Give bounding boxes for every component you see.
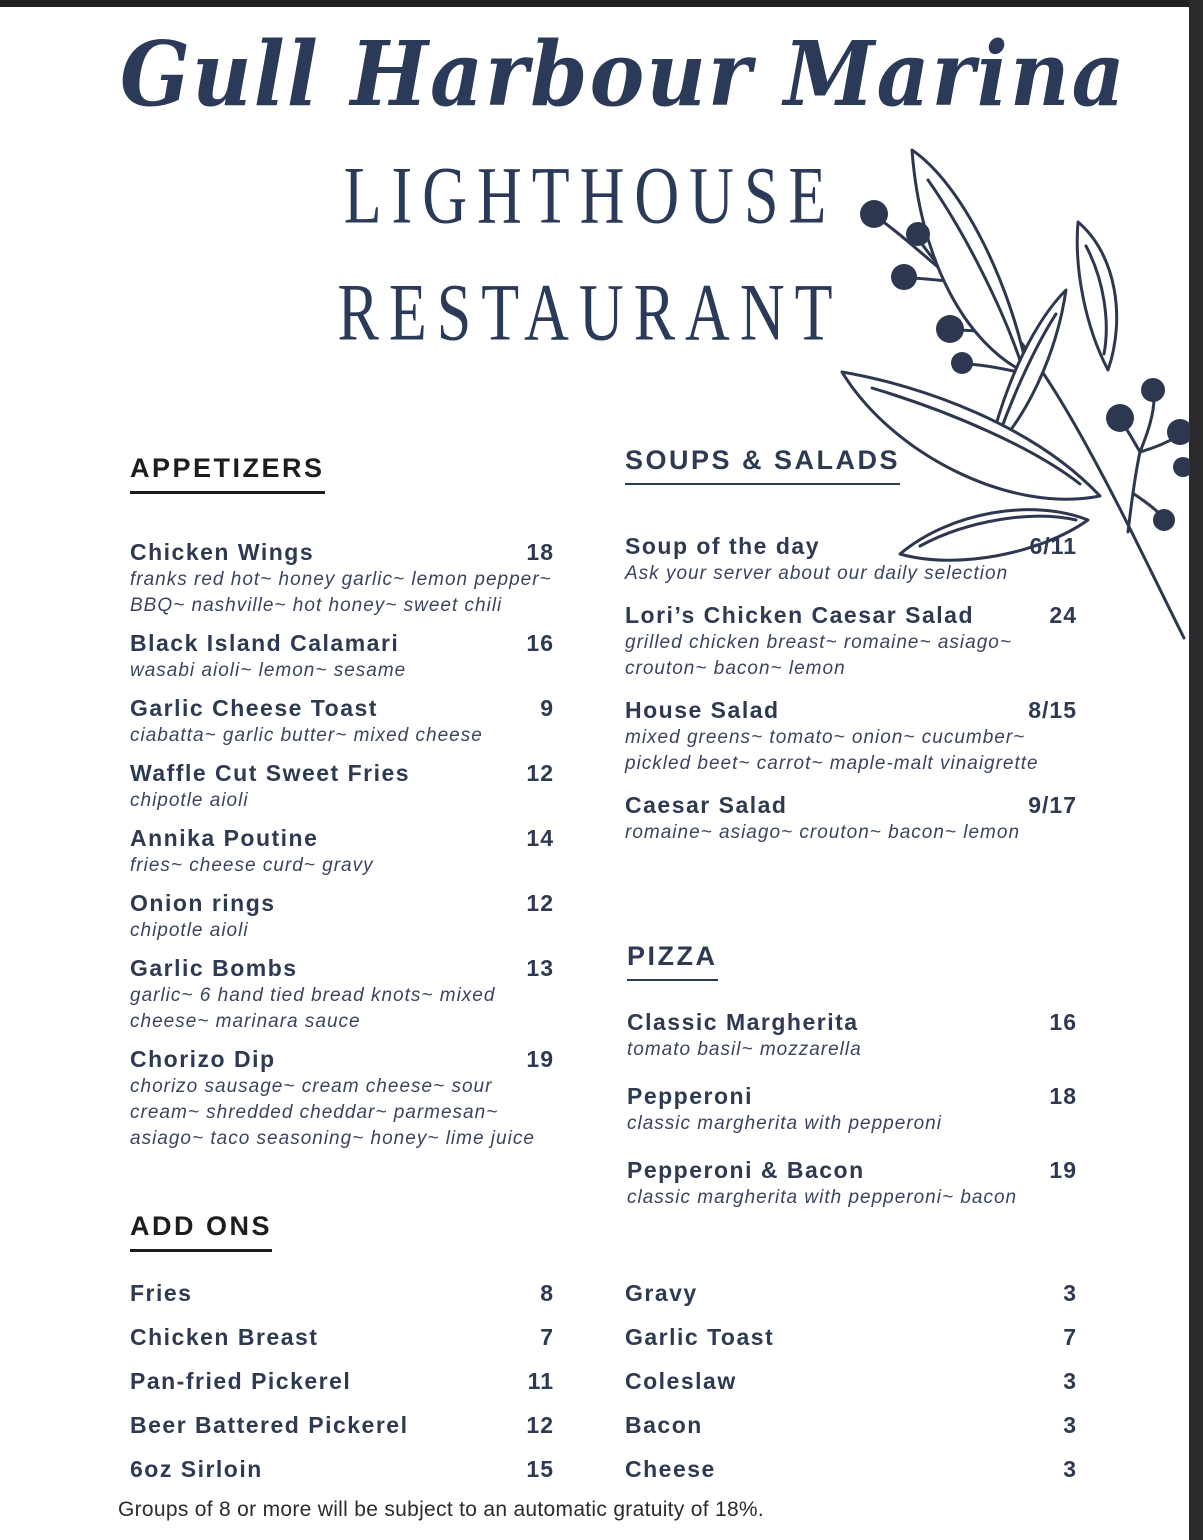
- item-price: 12: [526, 1411, 554, 1438]
- scan-edge-top: [0, 0, 1203, 7]
- item-name: Caesar Salad: [625, 791, 788, 818]
- section-title-pizza: PIZZA: [627, 940, 718, 981]
- section-add-ons: [130, 1210, 1077, 1498]
- item-description: tomato basil~ mozzarella: [627, 1038, 862, 1060]
- item-price: 9: [540, 694, 554, 721]
- add-ons-columns: [130, 1278, 1077, 1498]
- item-description: garlic~ 6 hand tied bread knots~ mixed cheese~ marinara sauce: [130, 984, 496, 1032]
- menu-item-row: [130, 758, 554, 788]
- menu-item: [625, 1454, 1077, 1484]
- menu-item-row: [625, 1366, 1077, 1396]
- item-name: Black Island Calamari: [130, 629, 400, 656]
- menu-item: [130, 1044, 554, 1152]
- menu-item-row: [130, 1454, 554, 1484]
- item-price: 7: [1063, 1323, 1077, 1350]
- item-description: mixed greens~ tomato~ onion~ cucumber~ pickled beet~ carrot~ maple-malt vinaigrette: [625, 726, 1039, 774]
- section-pizza: [627, 940, 1077, 1229]
- item-name: Garlic Cheese Toast: [130, 694, 378, 721]
- scan-edge-right: [1189, 0, 1203, 1540]
- item-description: chorizo sausage~ cream cheese~ sour cream~ shredded cheddar~ parmesan~ asiago~ taco seasoning~ honey~ lime juice: [130, 1075, 535, 1149]
- section-appetizers: [130, 452, 554, 1161]
- item-price: 24: [1049, 601, 1077, 628]
- item-name: Cheese: [625, 1455, 716, 1482]
- item-price: 3: [1063, 1279, 1077, 1306]
- item-description: classic margherita with pepperoni~ bacon: [627, 1186, 1018, 1208]
- menu-item-row: [130, 953, 554, 983]
- menu-item: [130, 628, 554, 684]
- menu-item-row: [130, 1410, 554, 1440]
- menu-item: [130, 537, 554, 619]
- item-price: 19: [1049, 1156, 1077, 1183]
- item-price: 16: [526, 629, 554, 656]
- menu-header: [120, 22, 1127, 359]
- item-name: Coleslaw: [625, 1367, 737, 1394]
- item-name: Bacon: [625, 1411, 703, 1438]
- menu-item-row: [625, 1410, 1077, 1440]
- menu-item: [627, 1007, 1077, 1063]
- menu-item: [130, 888, 554, 944]
- menu-item: [130, 1410, 554, 1440]
- item-name: Annika Poutine: [130, 824, 319, 851]
- item-name: 6oz Sirloin: [130, 1455, 263, 1482]
- menu-item-row: [625, 1322, 1077, 1352]
- add-ons-left-column: [130, 1278, 554, 1498]
- item-description: grilled chicken breast~ romaine~ asiago~ crouton~ bacon~ lemon: [625, 631, 1012, 679]
- item-price: 15: [526, 1455, 554, 1482]
- item-name: Beer Battered Pickerel: [130, 1411, 409, 1438]
- item-description: romaine~ asiago~ crouton~ bacon~ lemon: [625, 821, 1021, 843]
- menu-item-row: [130, 537, 554, 567]
- menu-item-row: [627, 1007, 1077, 1037]
- menu-item: [625, 1322, 1077, 1352]
- menu-item: [625, 1410, 1077, 1440]
- item-description: wasabi aioli~ lemon~ sesame: [130, 659, 407, 681]
- item-price: 9/17: [1028, 791, 1077, 818]
- item-name: Waffle Cut Sweet Fries: [130, 759, 411, 786]
- section-title-add-ons: ADD ONS: [130, 1210, 272, 1252]
- item-name: Garlic Toast: [625, 1323, 775, 1350]
- item-description: chipotle aioli: [130, 919, 249, 941]
- item-price: 19: [526, 1045, 554, 1072]
- item-name: Garlic Bombs: [130, 954, 298, 981]
- item-price: 14: [526, 824, 554, 851]
- menu-item-row: [625, 1454, 1077, 1484]
- menu-item-row: [627, 1081, 1077, 1111]
- menu-item-row: [130, 628, 554, 658]
- menu-item: [130, 1454, 554, 1484]
- appetizers-list: [130, 537, 554, 1152]
- item-price: 3: [1063, 1367, 1077, 1394]
- item-price: 18: [1049, 1082, 1077, 1109]
- item-price: 6/11: [1029, 532, 1077, 559]
- menu-item-row: [625, 695, 1077, 725]
- menu-item: [130, 823, 554, 879]
- menu-item: [130, 1278, 554, 1308]
- item-price: 11: [527, 1367, 554, 1394]
- menu-item-row: [625, 600, 1077, 630]
- item-price: 3: [1063, 1455, 1077, 1482]
- menu-item-row: [627, 1155, 1077, 1185]
- item-name: Chorizo Dip: [130, 1045, 276, 1072]
- item-name: Lori’s Chicken Caesar Salad: [625, 601, 975, 628]
- item-description: ciabatta~ garlic butter~ mixed cheese: [130, 724, 483, 746]
- item-name: Pan-fried Pickerel: [130, 1367, 352, 1394]
- item-price: 18: [526, 538, 554, 565]
- pizza-list: [627, 1007, 1077, 1211]
- item-price: 12: [526, 889, 554, 916]
- brand-script-title: Gull Harbour Marina: [120, 22, 1127, 127]
- menu-item: [625, 1366, 1077, 1396]
- item-description: Ask your server about our daily selection: [625, 562, 1009, 584]
- menu-item: [627, 1081, 1077, 1137]
- menu-item: [625, 1278, 1077, 1308]
- item-name: House Salad: [625, 696, 780, 723]
- item-price: 8/15: [1028, 696, 1077, 723]
- section-title-appetizers: APPETIZERS: [130, 452, 325, 494]
- menu-item: [130, 758, 554, 814]
- menu-item-row: [130, 1278, 554, 1308]
- menu-item-row: [625, 531, 1077, 561]
- menu-item: [130, 693, 554, 749]
- item-name: Chicken Wings: [130, 538, 315, 565]
- menu-item-row: [625, 790, 1077, 820]
- item-name: Gravy: [625, 1279, 698, 1306]
- menu-item: [130, 953, 554, 1035]
- section-soups-salads: [625, 444, 1077, 859]
- menu-item-row: [130, 888, 554, 918]
- item-price: 13: [526, 954, 554, 981]
- item-name: Onion rings: [130, 889, 276, 916]
- item-description: fries~ cheese curd~ gravy: [130, 854, 374, 876]
- item-name: Fries: [130, 1279, 193, 1306]
- title-lighthouse: LIGHTHOUSE: [343, 151, 837, 242]
- section-title-soups-salads: SOUPS & SALADS: [625, 444, 900, 485]
- item-name: Pepperoni: [627, 1082, 753, 1109]
- add-ons-right-column: [625, 1278, 1077, 1498]
- soups-salads-list: [625, 531, 1077, 846]
- menu-item-row: [130, 693, 554, 723]
- menu-item: [625, 790, 1077, 846]
- menu-item: [130, 1322, 554, 1352]
- menu-item: [627, 1155, 1077, 1211]
- item-name: Classic Margherita: [627, 1008, 859, 1035]
- menu-item: [625, 695, 1077, 777]
- item-price: 16: [1049, 1008, 1077, 1035]
- gratuity-note: Groups of 8 or more will be subject to an automatic gratuity of 18%.: [118, 1498, 765, 1521]
- item-price: 7: [540, 1323, 554, 1350]
- menu-item: [625, 600, 1077, 682]
- menu-item-row: [130, 823, 554, 853]
- item-description: chipotle aioli: [130, 789, 249, 811]
- item-price: 3: [1063, 1411, 1077, 1438]
- menu-item-row: [130, 1044, 554, 1074]
- item-name: Soup of the day: [625, 532, 820, 559]
- menu-item-row: [625, 1278, 1077, 1308]
- item-price: 8: [540, 1279, 554, 1306]
- title-restaurant: RESTAURANT: [337, 268, 843, 359]
- menu-item: [625, 531, 1077, 587]
- item-price: 12: [526, 759, 554, 786]
- item-name: Chicken Breast: [130, 1323, 319, 1350]
- item-description: franks red hot~ honey garlic~ lemon pepper~ BBQ~ nashville~ hot honey~ sweet chili: [130, 568, 552, 616]
- menu-item: [130, 1366, 554, 1396]
- menu-item-row: [130, 1366, 554, 1396]
- menu-item-row: [130, 1322, 554, 1352]
- item-name: Pepperoni & Bacon: [627, 1156, 865, 1183]
- item-description: classic margherita with pepperoni: [627, 1112, 942, 1134]
